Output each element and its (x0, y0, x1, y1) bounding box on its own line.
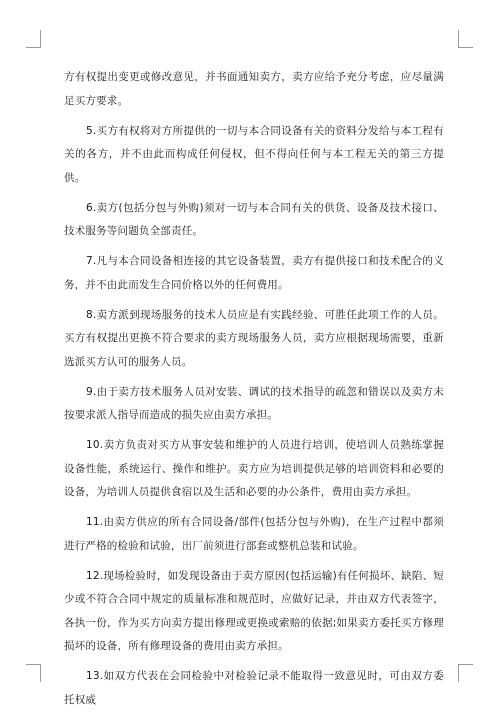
paragraph-clause-11: 11.由卖方供应的所有合同设备/部件(包括分包与外购)，在生产过程中都须进行严格的检验和试验，出厂前须进行部套或整机总装和试验。 (64, 516, 444, 552)
paragraph-clause-5: 5.买方有权将对方所提供的一切与本合同设备有关的资料分发给与本工程有关的各方，并不由此而构成任何侵权，但不得向任何与本工程无关的第三方提供。 (64, 124, 444, 184)
crop-mark-top-left (26, 47, 41, 48)
crop-mark-top-left (40, 30, 41, 48)
crop-mark-bottom-left (26, 664, 41, 665)
document-body (64, 66, 444, 719)
paragraph-continuation: 方有权提出变更或修改意见，并书面通知卖方，卖方应给予充分考虑，应尽量满足买方要求。 (64, 71, 444, 107)
paragraph-clause-7: 7.凡与本合同设备相连接的其它设备装置，卖方有提供接口和技术配合的义务，并不由此而发生合同价格以外的任何费用。 (64, 255, 444, 291)
paragraph-clause-10: 10.卖方负责对买方从事安装和维护的人员进行培训，使培训人员熟练掌握设备性能，系统运行、操作和维护。卖方应为培训提供足够的培训资料和必要的设备，为培训人员提供食宿以及生活和必要的办公条件，费用由卖方承担。 (64, 439, 444, 498)
paragraph-clause-6: 6.卖方(包括分包与外购)须对一切与本合同有关的供货、设备及技术接口、技术服务等问题负全部责任。 (64, 201, 444, 237)
paragraph-clause-8: 8.卖方派到现场服务的技术人员应是有实践经验、可胜任此项工作的人员。买方有权提出更换不符合要求的卖方现场服务人员，卖方应根据现场需要，重新选派买方认可的服务人员。 (64, 308, 444, 368)
paragraph-clause-9: 9.由于卖方技术服务人员对安装、调试的技术指导的疏忽和错误以及卖方未按要求派人指导而造成的损失应由卖方承担。 (64, 385, 444, 421)
crop-mark-top-right (458, 30, 459, 48)
crop-mark-bottom-left (40, 664, 41, 682)
crop-mark-bottom-right (458, 664, 459, 682)
paragraph-clause-13: 13.如双方代表在会同检验中对检验记录不能取得一致意见时，可由双方委托权威 (64, 670, 444, 706)
crop-mark-top-right (458, 47, 473, 48)
paragraph-clause-12: 12.现场检验时，如发现设备由于卖方原因(包括运输)有任何损坏、缺陷、短少或不符合合同中规定的质量标准和规范时，应做好记录，并由双方代表签字，各执一份，作为买方向卖方提出修理或更换或索赔的依据;如果卖方委托买方修理损坏的设备，所有修理设备的费用由卖方承担。 (64, 569, 444, 652)
crop-mark-bottom-right (458, 664, 473, 665)
